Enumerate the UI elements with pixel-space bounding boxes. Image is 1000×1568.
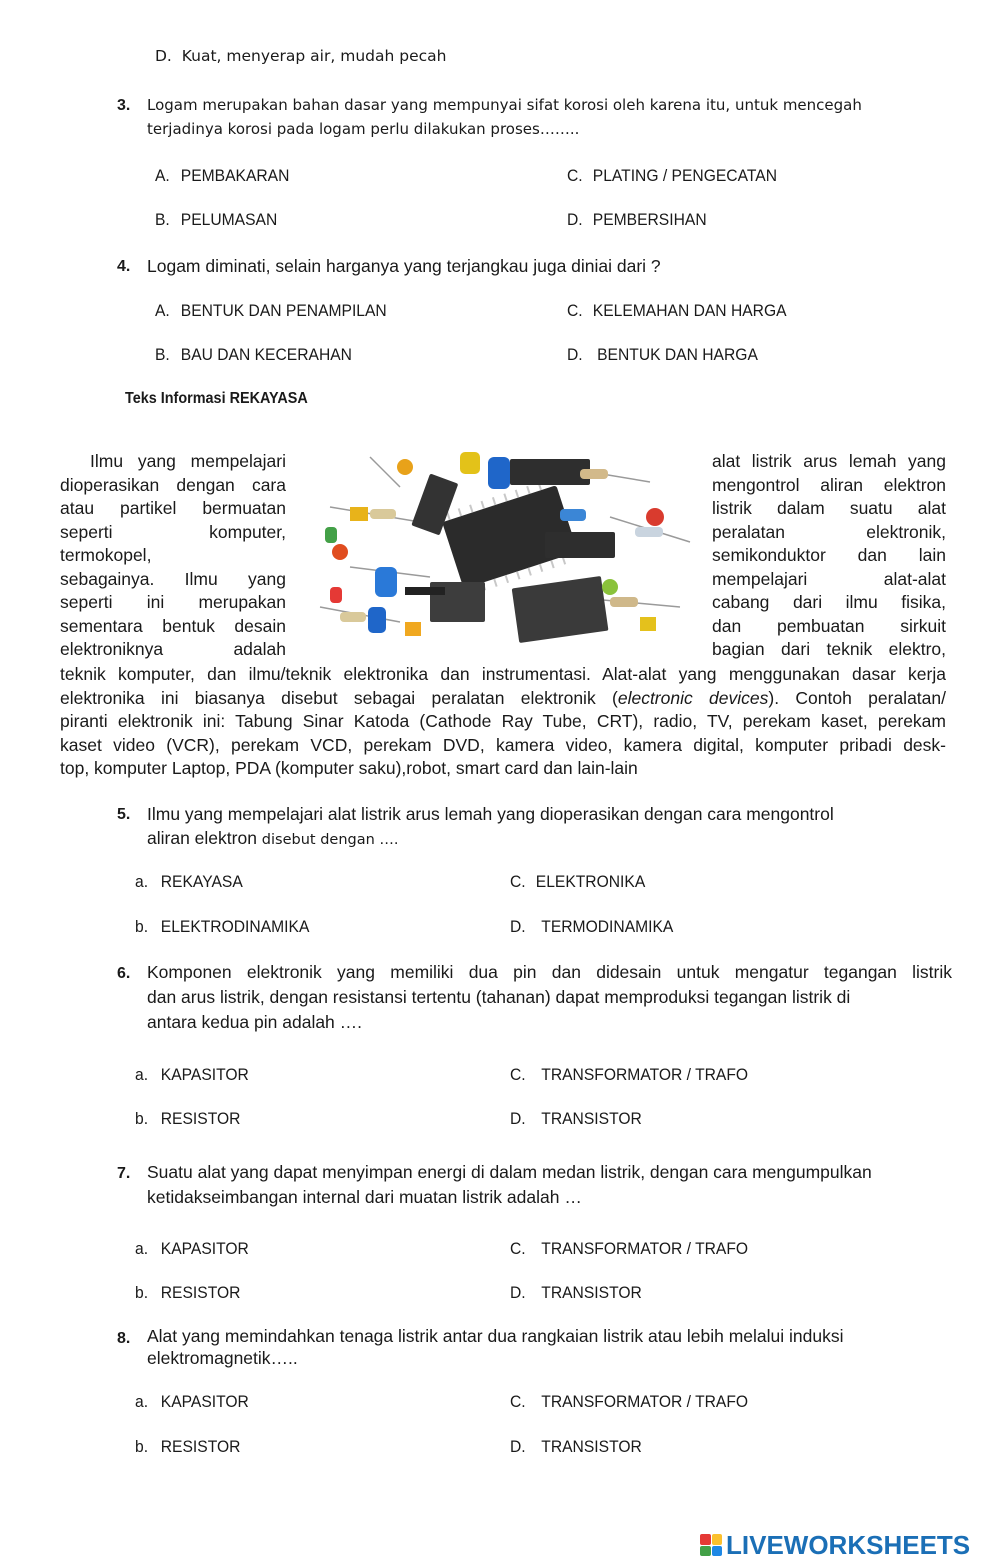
q3-option-b[interactable]: B. PELUMASAN <box>155 210 278 229</box>
q6-option-b[interactable]: b. RESISTOR <box>135 1109 241 1128</box>
q7-text: Suatu alat yang dapat menyimpan energi di dalam medan listrik, dengan cara mengumpulkan ketidakseimbangan internal dari muatan listrik adalah … <box>147 1162 872 1207</box>
q5-option-b[interactable]: b. ELEKTRODINAMIKA <box>135 917 310 936</box>
electronic-components-image <box>310 447 695 645</box>
q5-option-a[interactable]: a. REKAYASA <box>135 872 243 891</box>
q8-text: Alat yang memindahkan tenaga listrik antar dua rangkaian listrik atau lebih melalui induksi elektromagnetik….. <box>147 1326 844 1368</box>
q3-text: Logam merupakan bahan dasar yang mempunyai sifat korosi oleh karena itu, untuk mencegah terjadinya korosi pada logam perlu dilakukan proses…….. <box>147 96 862 138</box>
q7-option-b[interactable]: b. RESISTOR <box>135 1283 241 1302</box>
q4-option-a[interactable]: A. BENTUK DAN PENAMPILAN <box>155 301 387 320</box>
q8-number: 8. <box>117 1330 131 1347</box>
q5-number: 5. <box>117 806 131 823</box>
q5-option-c[interactable]: C. ELEKTRONIKA <box>510 872 646 891</box>
q8-option-d[interactable]: D. TRANSISTOR <box>510 1437 642 1456</box>
q4-option-b[interactable]: B. BAU DAN KECERAHAN <box>155 345 352 364</box>
reading-full-width: teknik komputer, dan ilmu/teknik elektronika dan instrumentasi. Alat-alat yang menggunakan dasar kerja elektronika ini biasanya disebut sebagai peralatan elektronik (electronic devices). Contoh peralatan/ piranti elektronik ini: Tabung Sinar Katoda (Cathode Ray Tube, CRT), radio, TV, perekam kaset, perekam kaset video (VCR), perekam VCD, perekam DVD, kamera video, kamera digital, komputer pribadi desk- top, komputer Laptop, PDA (komputer saku),robot, smart card dan lain-lain <box>60 664 946 778</box>
q7-option-c[interactable]: C. TRANSFORMATOR / TRAFO <box>510 1239 749 1258</box>
q7-number: 7. <box>117 1165 131 1182</box>
components-illustration <box>310 447 695 645</box>
q6-option-d[interactable]: D. TRANSISTOR <box>510 1109 642 1128</box>
q7-option-d[interactable]: D. TRANSISTOR <box>510 1283 642 1302</box>
q4-option-d[interactable]: D. BENTUK DAN HARGA <box>567 345 758 364</box>
reading-heading: Teks Informasi REKAYASA <box>125 390 308 407</box>
q5-text: Ilmu yang mempelajari alat listrik arus lemah yang dioperasikan dengan cara mengontrol aliran elektron disebut dengan …. <box>147 804 834 848</box>
q6-option-c[interactable]: C. TRANSFORMATOR / TRAFO <box>510 1065 749 1084</box>
q3-option-a[interactable]: A. PEMBAKARAN <box>155 166 290 185</box>
q7-option-a[interactable]: a. KAPASITOR <box>135 1239 249 1258</box>
reading-line-devices: elektronika ini biasanya disebut sebagai peralatan elektronik (electronic devices). Contoh peralatan/ <box>60 687 946 708</box>
q4-text: Logam diminati, selain harganya yang terjangkau juga diniai dari ? <box>147 256 661 276</box>
q8-option-a[interactable]: a. KAPASITOR <box>135 1392 249 1411</box>
q8-option-c[interactable]: C. TRANSFORMATOR / TRAFO <box>510 1392 749 1411</box>
q6-text: Komponen elektronik yang memiliki dua pin dan didesain untuk mengatur tegangan listrik dan arus listrik, dengan resistansi tertentu (tahanan) dapat memproduksi tegangan listrik di antara kedua pin adalah …. <box>147 962 952 1032</box>
q4-option-c[interactable]: C. KELEMAHAN DAN HARGA <box>567 301 787 320</box>
q3-option-d[interactable]: D. PEMBERSIHAN <box>567 210 707 229</box>
q4-number: 4. <box>117 258 131 275</box>
q5-option-d[interactable]: D. TERMODINAMIKA <box>510 917 674 936</box>
q6-option-a[interactable]: a. KAPASITOR <box>135 1065 249 1084</box>
liveworksheets-logo-icon <box>700 1534 722 1556</box>
liveworksheets-logo[interactable] <box>700 1530 970 1560</box>
liveworksheets-logo-text: LIVEWORKSHEETS <box>726 1529 971 1560</box>
reading-right-column: alat listrik arus lemah yang mengontrol aliran elektron listrik dalam suatu alat peralatan elektronik, semikonduktor dan lain mempelajari alat-alat cabang dari ilmu fisika, dan pembuatan sirkuit bagian dari teknik elektro, <box>712 451 946 659</box>
q2-option-d: D. Kuat, menyerap air, mudah pecah <box>155 47 447 65</box>
q3-number: 3. <box>117 97 131 114</box>
q6-number: 6. <box>117 965 131 982</box>
reading-left-column: Ilmu yang mempelajari dioperasikan dengan cara atau partikel bermuatan seperti komputer, termokopel, sebagainya. Ilmu yang seperti ini merupakan sementara bentuk desain elektroniknya adalah <box>60 451 286 659</box>
q3-option-c[interactable]: C. PLATING / PENGECATAN <box>567 166 778 185</box>
q8-option-b[interactable]: b. RESISTOR <box>135 1437 241 1456</box>
